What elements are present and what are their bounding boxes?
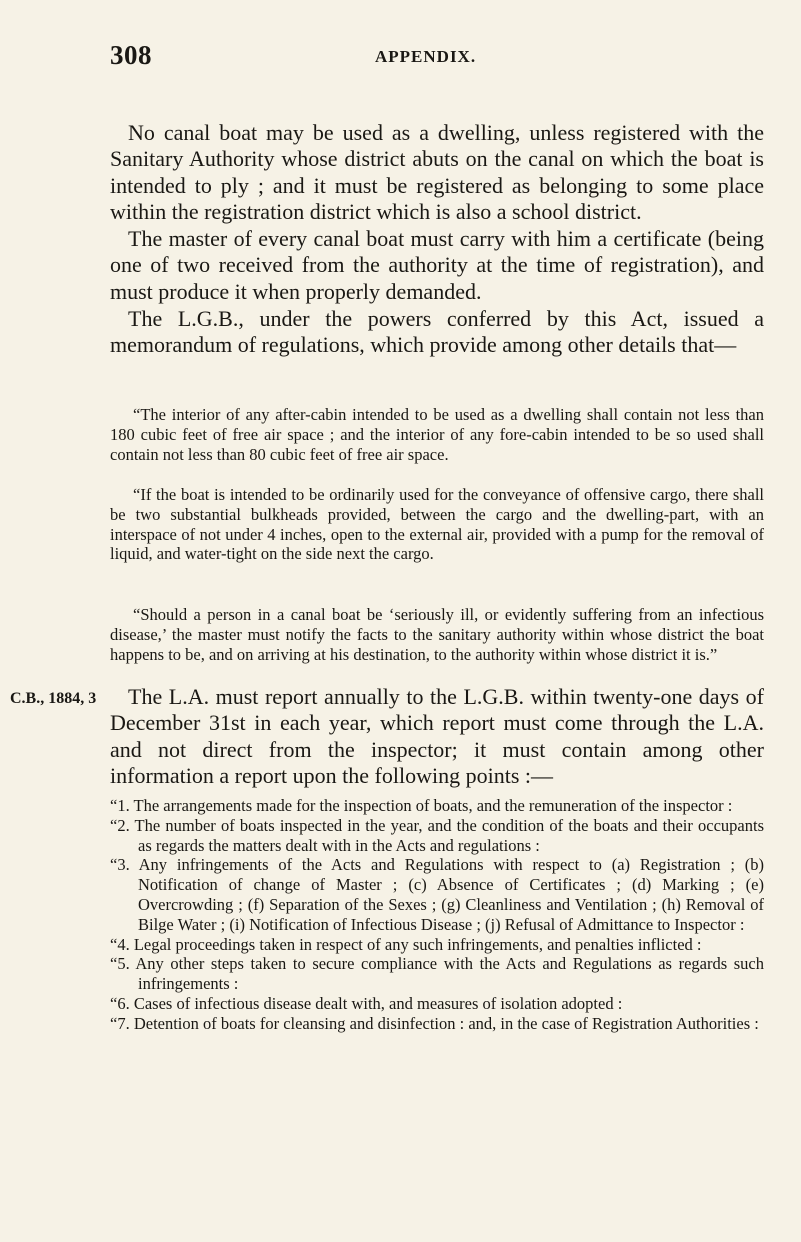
paragraph-registration: No canal boat may be used as a dwelling, unless registered with the Sanitary Authority whose district abuts on the canal on which the boat is intended to ply ; and it must be registered as belonging to some place within the registration district which is also a school district. xyxy=(110,120,764,225)
margin-citation: C.B., 1884, 3 xyxy=(10,690,97,707)
report-points-list xyxy=(110,796,764,1034)
page-header xyxy=(110,40,800,80)
quote-infectious-disease: “Should a person in a canal boat be ‘seriously ill, or evidently suffering from an infectious disease,’ the master must notify the facts to the sanitary authority within whose district the boat happens to be, and on arriving at his destination, to the authority within whose district it is.” xyxy=(110,605,764,664)
list-item: “2. The number of boats inspected in the year, and the condition of the boats and their occupants as regards the matters dealt with in the Acts and regulations : xyxy=(110,815,764,855)
list-item: “7. Detention of boats for cleansing and disinfection : and, in the case of Registration Authorities : xyxy=(110,1013,759,1033)
quote-offensive-cargo: “If the boat is intended to be ordinarily used for the conveyance of offensive cargo, there shall be two substantial bulkheads provided, between the cargo and the dwelling-part, with an interspace of not under 4 inches, open to the external air, provided with a pump for the removal of liquid, and water-tight on the side next the cargo. xyxy=(110,485,764,564)
list-item: “1. The arrangements made for the inspection of boats, and the remuneration of the inspector : xyxy=(110,796,733,815)
paragraph-memorandum: The L.G.B., under the powers conferred by this Act, issued a memorandum of regulations, which provide among other details that— xyxy=(110,306,764,358)
list-item: “5. Any other steps taken to secure compliance with the Acts and Regulations as regards such infringements : xyxy=(110,954,764,994)
list-item: “4. Legal proceedings taken in respect of any such infringements, and penalties inflicted : xyxy=(110,934,702,954)
paragraph-certificate: The master of every canal boat must carry with him a certificate (being one of two received from the authority at the time of registration), and must produce it when properly demanded. xyxy=(110,226,764,304)
paragraph-annual-report: The L.A. must report annually to the L.G.B. within twenty-one days of December 31st in each year, which report must come through the L.A. and not direct from the inspector; it must contain among other information a report upon the following points :— xyxy=(110,684,764,789)
quote-cabin-air-space: “The interior of any after-cabin intended to be used as a dwelling shall contain not less than 180 cubic feet of free air space ; and the interior of any fore-cabin intended to be so used shall contain not less than 80 cubic feet of free air space. xyxy=(110,405,764,464)
list-item: “3. Any infringements of the Acts and Regulations with respect to (a) Registration ; (b) Notification of change of Master ; (c) Absence of Certificates ; (d) Marking ; (e) Overcrowding ; (f) Separation of the Sexes ; (g) Cleanliness and Ventilation ; (h) Removal of Bilge Water ; (i) Notification of Infectious Disease ; (j) Refusal of Admittance to Inspector : xyxy=(110,855,764,934)
page-number: 308 xyxy=(110,40,152,70)
list-item: “6. Cases of infectious disease dealt with, and measures of isolation adopted : xyxy=(110,993,623,1013)
running-head: APPENDIX. xyxy=(375,47,477,66)
